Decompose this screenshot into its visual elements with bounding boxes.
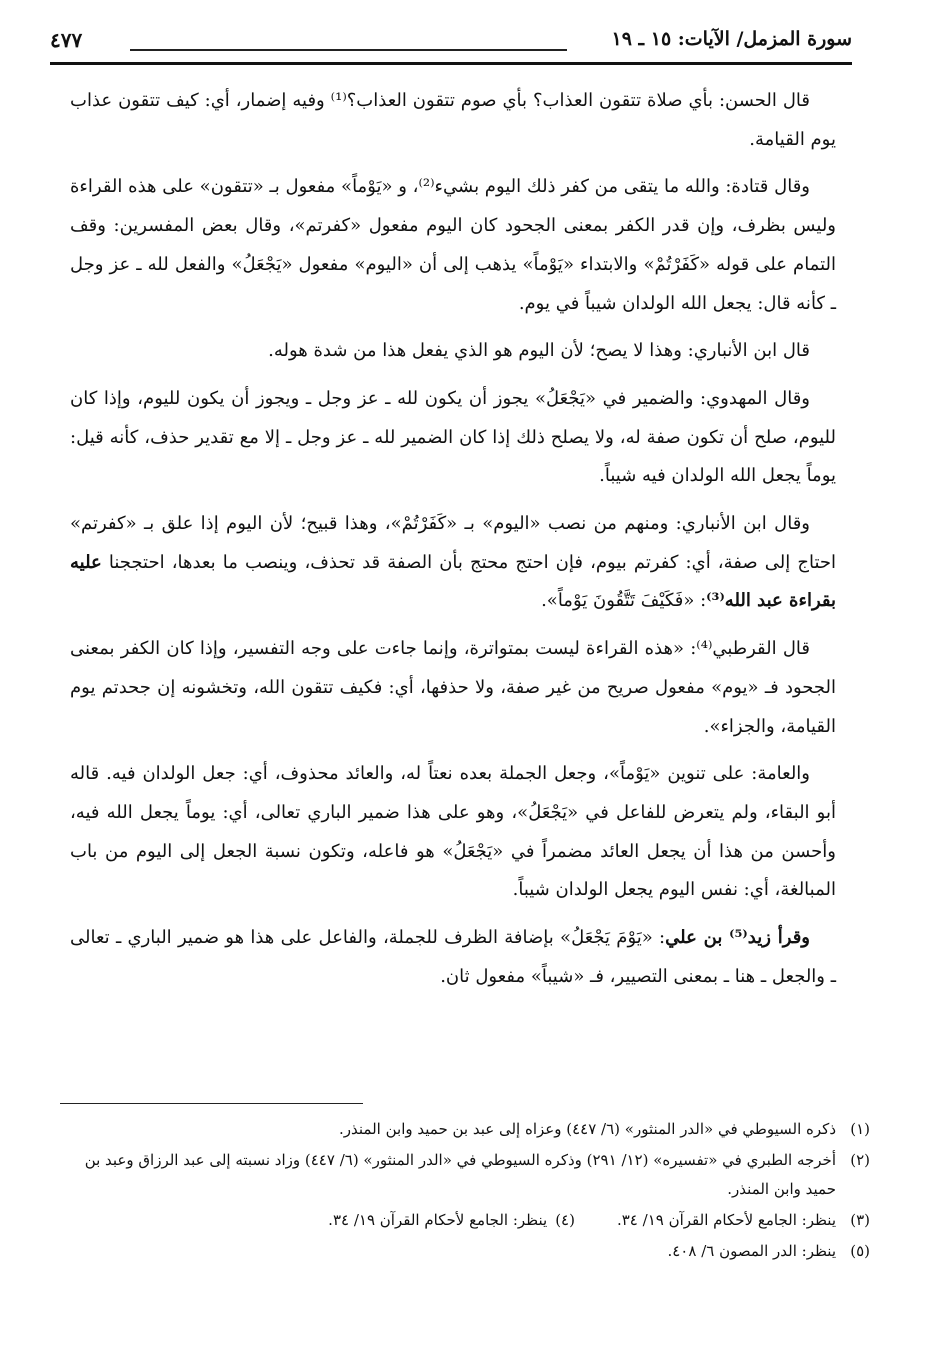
bold-phrase: عليه بقراءة عبد الله⁽³⁾: [70, 551, 836, 612]
paragraph-zayd: وقرأ زيد⁽⁵⁾ بن علي: «يَوْمَ يَجْعَلُ» بإضافة الظرف للجملة، والفاعل على هذا هو ضمير الباري ـ تعالى ـ والجعل ـ هنا ـ بمعنى التصيير، فـ «شيباً» مفعول ثان.: [70, 927, 836, 987]
footnote-3-4: [70, 1206, 870, 1235]
footnote-separator: [60, 1103, 363, 1104]
footnotes: [70, 1115, 870, 1268]
page-number: ٤٧٧: [50, 28, 83, 52]
page-header: [50, 22, 852, 62]
paragraph-hasan: قال الحسن: بأي صلاة تتقون العذاب؟ بأي صوم تتقون العذاب؟⁽¹⁾ وفيه إضمار، أي: كيف تتقون عذاب يوم القيامة.: [70, 90, 836, 150]
footnote-text: ذكره السيوطي في «الدر المنثور» (٦/ ٤٤٧) وعزاه إلى عبد بن حميد وابن المنذر.: [339, 1120, 836, 1138]
header-leader-line: [130, 49, 567, 51]
footnote-2: [70, 1146, 870, 1204]
running-title: سورة المزمل/ الآيات: ١٥ ـ ١٩: [611, 28, 852, 50]
paragraph-mahdawi: وقال المهدوي: والضمير في «يَجْعَلُ» يجوز أن يكون لله ـ عز وجل ـ ويجوز أن يكون لليوم، وإذا كان لليوم، صلح أن تكون صفة له، ولا يصلح ذلك إذا كان الضمير لله ـ عز وجل ـ إلا مع تقدير حذف، كأنه قيل: يوماً يجعل الله الولدان فيه شيباً.: [70, 387, 836, 487]
footnote-text: أخرجه الطبري في «تفسيره» (١٢/ ٢٩١) وذكره السيوطي في «الدر المنثور» (٦/ ٤٤٧) وزاد نسبته إلى عبد الرزاق وعبد بن حميد وابن المنذر.: [84, 1151, 836, 1198]
header-rule: [50, 62, 852, 65]
footnote-number: (٤): [555, 1211, 575, 1229]
footnote-5: [70, 1237, 870, 1266]
footnote-1: [70, 1115, 870, 1144]
footnote-number: (٢): [850, 1151, 870, 1169]
bold-phrase: وقرأ زيد⁽⁵⁾ بن علي: [665, 927, 810, 949]
footnote-text: ينظر: الجامع لأحكام القرآن ١٩/ ٣٤.: [328, 1211, 548, 1229]
footnote-text: ينظر: الدر المصون ٦/ ٤٠٨.: [667, 1242, 836, 1260]
footnote-text: ينظر: الجامع لأحكام القرآن ١٩/ ٣٤.: [616, 1211, 836, 1229]
paragraph-qurtubi: قال القرطبي⁽⁴⁾: «هذه القراءة ليست بمتواترة، وإنما جاءت على وجه التفسير، وإذا كان الكفر بمعنى الجحود فـ «يوم» مفعول صريح من غير صفة، ولا حذفها، أي: فكيف تتقون الله، وتخشونه إن جحدتم يوم القيامة، والجزاء».: [70, 638, 836, 737]
paragraph-anbari-2: وقال ابن الأنباري: ومنهم من نصب «اليوم» بـ «كَفَرْتُمْ»، وهذا قبيح؛ لأن اليوم إذا علق بـ «كفرتم» احتاج إلى صفة، أي: كفرتم بيوم، فإن احتج محتج بأن الصفة قد تحذف، وينصب ما بعدها، احتججنا عليه بقراءة عبد الله⁽³⁾: «فَكَيْفَ تَتَّقُونَ يَوْماً».: [70, 513, 836, 612]
paragraph-amma: والعامة: على تنوين «يَوْماً»، وجعل الجملة بعده نعتاً له، والعائد محذوف، أي: جعل الولدان فيه. قاله أبو البقاء، ولم يتعرض للفاعل في «يَجْعَلُ»، وهو على هذا ضمير الباري تعالى، أي: يوماً يجعل الله فيه، وأحسن من هذا أن يجعل العائد مضمراً في «يَجْعَلُ» هو فاعله، وتكون نسبة الجعل إلى اليوم من باب المبالغة، أي: نفس اليوم يجعل الولدان شيباً.: [70, 763, 836, 901]
paragraph-qatada: وقال قتادة: والله ما يتقى من كفر ذلك اليوم بشيء⁽²⁾، و «يَوْماً» مفعول بـ «تتقون» على هذه القراءة وليس بظرف، وإن قدر الكفر بمعنى الجحود كان اليوم مفعول «كفرتم»، وقال بعض المفسرين: وقف التمام على قوله «كَفَرْتُمْ» والابتداء «يَوْماً» يذهب إلى أن «اليوم» مفعول «يَجْعَلُ» والفعل لله ـ عز وجل ـ كأنه قال: يجعل الله الولدان شيباً في يوم.: [70, 176, 836, 314]
main-text: [70, 82, 836, 1005]
footnote-number: (٥): [850, 1242, 870, 1260]
footnote-number: (١): [850, 1120, 870, 1138]
paragraph-anbari: قال ابن الأنباري: وهذا لا يصح؛ لأن اليوم هو الذي يفعل هذا من شدة هوله.: [268, 340, 810, 362]
footnote-number: (٣): [850, 1211, 870, 1229]
